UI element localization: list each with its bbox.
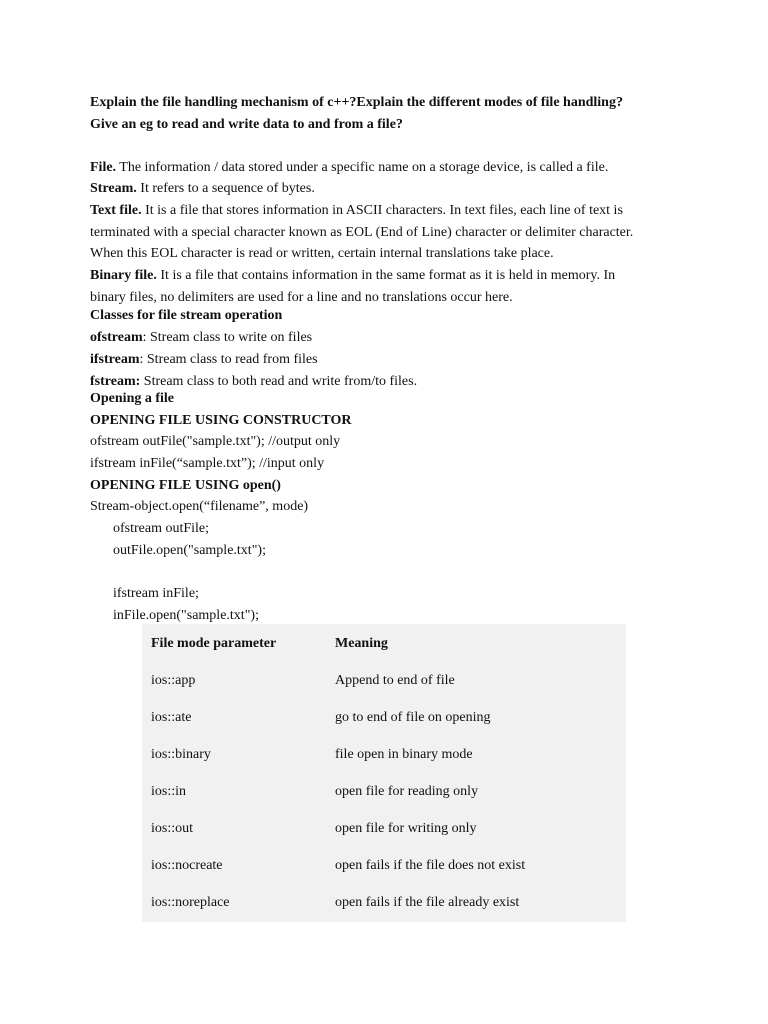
table-row <box>142 746 626 764</box>
open-heading: OPENING FILE USING open() <box>90 478 281 493</box>
class-fstream <box>90 373 417 391</box>
question-line-2: Give an eg to read and write data to and from a file? <box>90 117 403 132</box>
table-row <box>142 783 626 801</box>
definition-text-file-text-3: When this EOL character is read or written, certain internal translations take place. <box>90 246 554 261</box>
constructor-line-2: ifstream inFile(“sample.txt”); //input only <box>90 456 325 471</box>
table-row <box>142 894 626 912</box>
table-row <box>142 672 626 690</box>
table-cell-meaning: Append to end of file <box>335 673 455 688</box>
constructor-heading: OPENING FILE USING CONSTRUCTOR <box>90 413 352 428</box>
table-header-mode: File mode parameter <box>151 636 277 651</box>
open-line-2: outFile.open("sample.txt"); <box>113 543 266 558</box>
table-cell-mode: ios::out <box>151 821 194 836</box>
term-file: File. <box>90 160 117 175</box>
definition-stream-text: It refers to a sequence of bytes. <box>136 181 315 196</box>
open-line-1: ofstream outFile; <box>113 521 210 536</box>
class-ifstream-text: : Stream class to read from files <box>139 352 318 367</box>
open-line-3: ifstream inFile; <box>113 586 199 601</box>
table-row <box>142 857 626 875</box>
opening-heading: Opening a file <box>90 391 175 406</box>
definition-text-file-text-2: terminated with a special character known as EOL (End of Line) character or delimiter character. <box>90 225 634 240</box>
class-ofstream <box>90 329 312 347</box>
file-mode-table <box>142 624 626 922</box>
table-cell-mode: ios::nocreate <box>151 858 223 873</box>
definition-text-file-text-1: It is a file that stores information in ASCII characters. In text files, each line of text is <box>141 203 623 218</box>
definition-text-file <box>90 202 623 220</box>
table-cell-mode: ios::noreplace <box>151 895 230 910</box>
table-header-meaning: Meaning <box>335 636 388 651</box>
class-ofstream-term: ofstream <box>90 330 143 345</box>
definition-binary-file <box>90 267 615 285</box>
definition-file <box>90 159 608 177</box>
table-cell-meaning: open file for writing only <box>335 821 477 836</box>
constructor-line-1: ofstream outFile("sample.txt"); //output only <box>90 434 341 449</box>
definition-binary-file-text-2: binary files, no delimiters are used for a line and no translations occur here. <box>90 290 513 305</box>
question-line-1: Explain the file handling mechanism of c++?Explain the different modes of file handling? <box>90 95 623 110</box>
table-header-row <box>142 635 626 653</box>
table-cell-mode: ios::binary <box>151 747 211 762</box>
definition-binary-file-text-1: It is a file that contains information in the same format as it is held in memory. In <box>156 268 616 283</box>
table-row <box>142 709 626 727</box>
class-ofstream-text: : Stream class to write on files <box>142 330 313 345</box>
class-fstream-text: Stream class to both read and write from/to files. <box>140 374 418 389</box>
definition-stream <box>90 180 315 198</box>
class-ifstream-term: ifstream <box>90 352 140 367</box>
open-syntax: Stream-object.open(“filename”, mode) <box>90 499 309 514</box>
open-line-4: inFile.open("sample.txt"); <box>113 608 259 623</box>
table-row <box>142 820 626 838</box>
table-cell-meaning: open fails if the file already exist <box>335 895 520 910</box>
table-cell-meaning: go to end of file on opening <box>335 710 491 725</box>
classes-heading: Classes for file stream operation <box>90 308 283 323</box>
table-cell-meaning: file open in binary mode <box>335 747 473 762</box>
term-stream: Stream. <box>90 181 137 196</box>
term-binary-file: Binary file. <box>90 268 157 283</box>
table-cell-meaning: open fails if the file does not exist <box>335 858 526 873</box>
class-ifstream <box>90 351 318 369</box>
term-text-file: Text file. <box>90 203 142 218</box>
table-cell-mode: ios::app <box>151 673 196 688</box>
definition-file-text: The information / data stored under a specific name on a storage device, is called a file. <box>116 160 609 175</box>
table-cell-mode: ios::in <box>151 784 187 799</box>
class-fstream-term: fstream: <box>90 374 141 389</box>
table-cell-mode: ios::ate <box>151 710 192 725</box>
table-cell-meaning: open file for reading only <box>335 784 479 799</box>
